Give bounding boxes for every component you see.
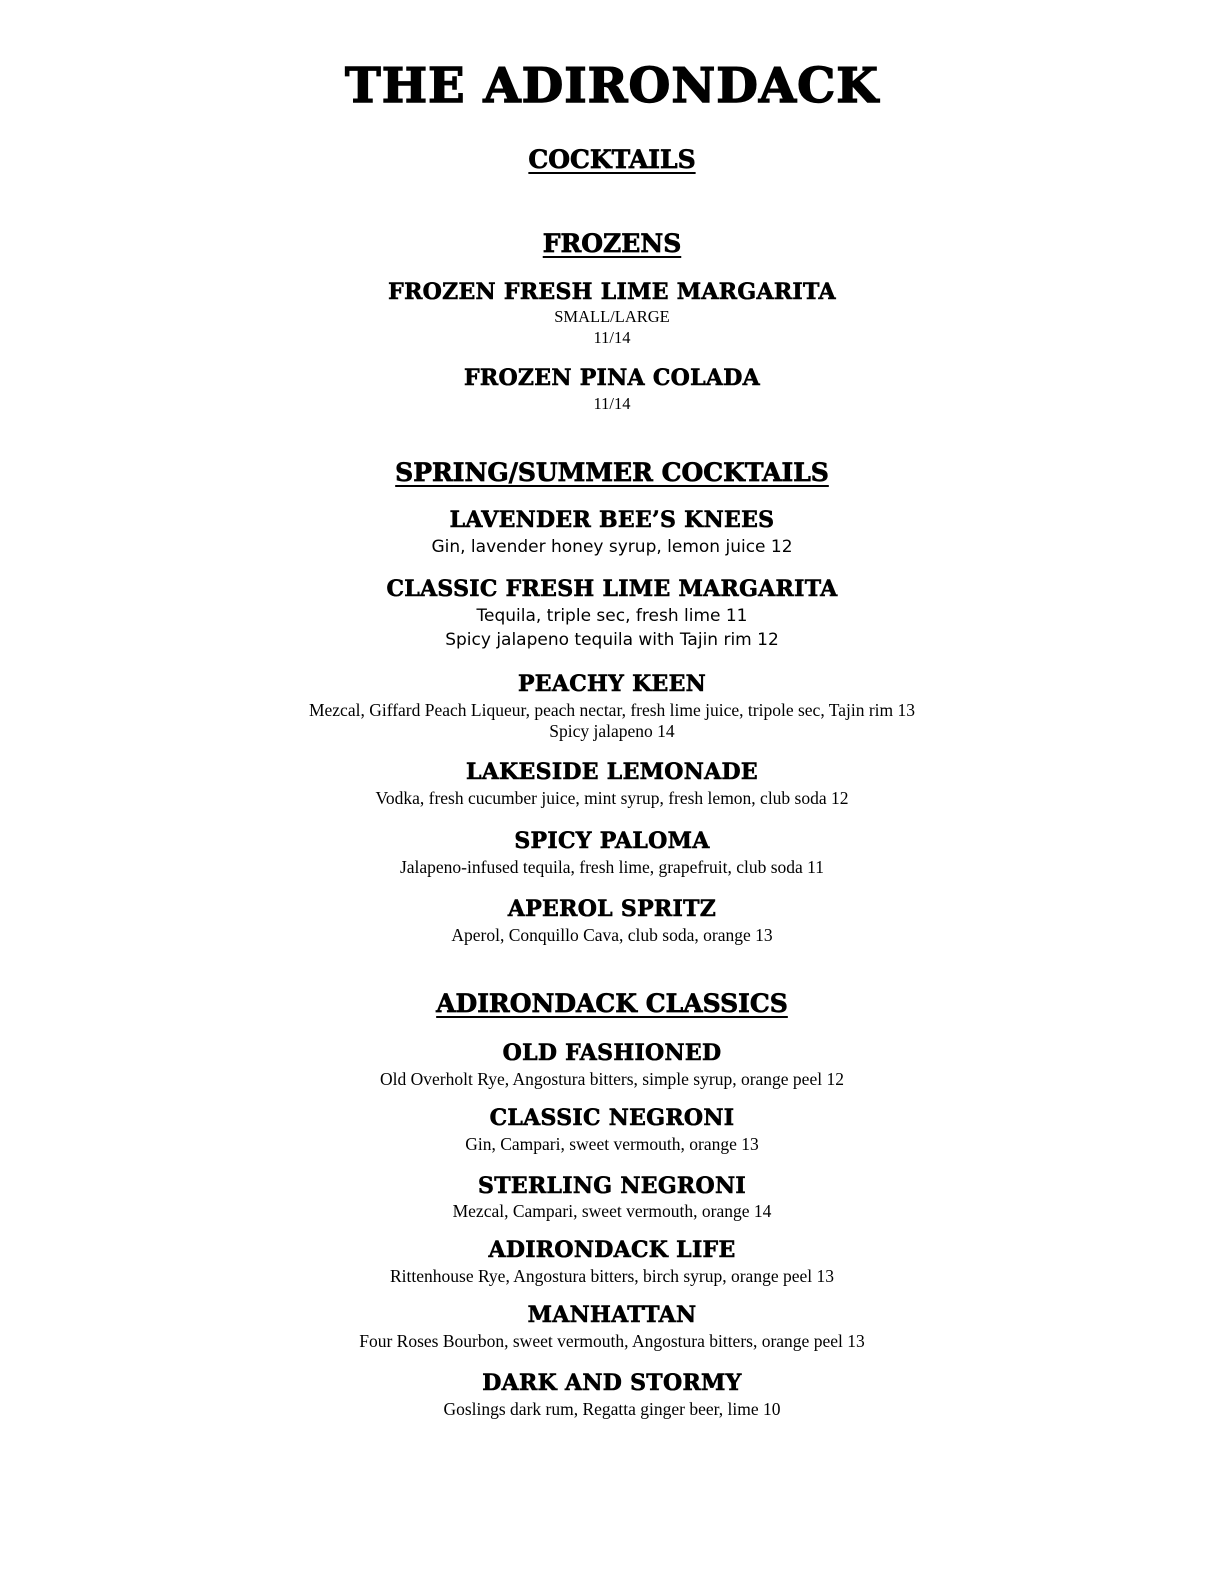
menu-item-description: Tequila, triple sec, fresh lime 11 (476, 606, 748, 626)
menu-item-description: Gin, lavender honey syrup, lemon juice 12 (431, 537, 793, 557)
menu-item-name: STERLING NEGRONI (478, 1173, 746, 1199)
menu-item-name: APEROL SPRITZ (507, 896, 717, 922)
menu-item-name: DARK AND STORMY (482, 1370, 742, 1396)
menu-item-name: LAKESIDE LEMONADE (466, 759, 758, 785)
menu-item-description: Four Roses Bourbon, sweet vermouth, Angostura bitters, orange peel 13 (359, 1331, 865, 1351)
menu-item-price: 11/14 (593, 394, 631, 413)
frozens-heading: FROZENS (542, 229, 682, 258)
menu-item-description: Old Overholt Rye, Angostura bitters, simple syrup, orange peel 12 (380, 1069, 844, 1089)
menu-item-name: FROZEN FRESH LIME MARGARITA (388, 279, 836, 305)
menu-item-description: Mezcal, Campari, sweet vermouth, orange 14 (452, 1201, 772, 1221)
menu-item-description: Jalapeno-infused tequila, fresh lime, grapefruit, club soda 11 (399, 857, 825, 877)
menu-item-description: Mezcal, Giffard Peach Liqueur, peach nectar, fresh lime juice, tripole sec, Tajin rim 13 (308, 700, 916, 720)
menu-item-name: MANHATTAN (527, 1302, 697, 1328)
menu-item-description: Goslings dark rum, Regatta ginger beer, lime 10 (443, 1399, 781, 1419)
menu-item-name: LAVENDER BEE’S KNEES (449, 507, 775, 533)
menu-item-description: Aperol, Conquillo Cava, club soda, orange 13 (451, 925, 773, 945)
menu-item-description: Spicy jalapeno tequila with Tajin rim 12 (445, 630, 779, 650)
menu-item-price: 11/14 (593, 328, 631, 347)
menu-item-name: PEACHY KEEN (517, 671, 707, 697)
menu-item-description: Spicy jalapeno 14 (549, 721, 675, 741)
menu-item-name: CLASSIC NEGRONI (489, 1105, 735, 1131)
menu-item-name: OLD FASHIONED (502, 1040, 722, 1066)
cocktails-heading: COCKTAILS (528, 145, 696, 174)
menu-item-name: SPICY PALOMA (514, 828, 710, 854)
menu-item-description: Gin, Campari, sweet vermouth, orange 13 (465, 1134, 759, 1154)
menu-item-description: Vodka, fresh cucumber juice, mint syrup, fresh lemon, club soda 12 (375, 788, 849, 808)
menu-item-name: FROZEN PINA COLADA (463, 365, 761, 391)
menu-item-name: CLASSIC FRESH LIME MARGARITA (386, 576, 838, 602)
menu-item-size: SMALL/LARGE (554, 307, 670, 326)
classics-heading: ADIRONDACK CLASSICS (436, 989, 788, 1018)
spring-summer-heading: SPRING/SUMMER COCKTAILS (395, 458, 829, 487)
menu-item-name: ADIRONDACK LIFE (488, 1237, 736, 1263)
menu-item-description: Rittenhouse Rye, Angostura bitters, birch syrup, orange peel 13 (389, 1266, 834, 1286)
menu-title: THE ADIRONDACK (344, 58, 880, 114)
